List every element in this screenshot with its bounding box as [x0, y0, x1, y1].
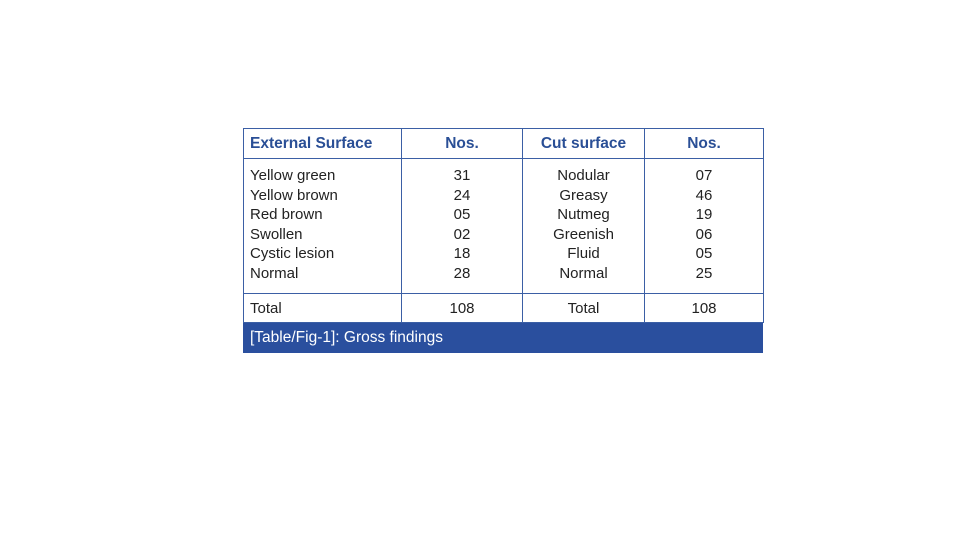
header-cut-nos: Nos.	[645, 129, 764, 159]
cut-nos-value: 46	[695, 186, 713, 204]
external-surface-column	[244, 159, 402, 294]
gross-findings-table-container	[243, 128, 763, 353]
cut-nos-column	[645, 159, 764, 294]
cut-nos-value: 07	[695, 167, 713, 184]
external-nos-value: 24	[453, 186, 471, 204]
external-surface-item: Yellow brown	[250, 186, 338, 204]
header-row	[244, 129, 764, 159]
header-external-nos: Nos.	[402, 129, 523, 159]
external-nos-value: 05	[453, 206, 471, 224]
cut-nos-value: 19	[695, 206, 713, 224]
total-label-cut: Total	[523, 294, 645, 323]
cut-nos-value: 06	[695, 225, 713, 243]
external-nos-value: 31	[453, 167, 471, 184]
external-surface-item: Swollen	[250, 225, 303, 243]
total-row	[244, 294, 764, 323]
cut-nos-value: 05	[695, 245, 713, 263]
cut-surface-item: Greasy	[559, 186, 608, 204]
cut-nos-value: 25	[695, 264, 713, 282]
external-surface-item: Normal	[250, 264, 299, 282]
total-value-external: 108	[402, 294, 523, 323]
body-row	[244, 159, 764, 294]
cut-surface-item: Normal	[559, 264, 608, 282]
table-caption: [Table/Fig-1]: Gross findings	[243, 323, 763, 353]
cut-surface-column	[523, 159, 645, 294]
external-nos-value: 02	[453, 225, 471, 243]
external-nos-column	[402, 159, 523, 294]
external-nos-value: 18	[453, 245, 471, 263]
cut-surface-item: Fluid	[567, 245, 600, 263]
external-nos-value: 28	[453, 264, 471, 282]
cut-surface-item: Greenish	[553, 225, 614, 243]
cut-surface-item: Nodular	[557, 167, 610, 184]
external-surface-item: Red brown	[250, 206, 323, 224]
cut-surface-item: Nutmeg	[557, 206, 610, 224]
total-value-cut: 108	[645, 294, 764, 323]
gross-findings-table	[243, 128, 764, 323]
total-label-external: Total	[244, 294, 402, 323]
external-surface-item: Yellow green	[250, 167, 336, 184]
header-cut-surface: Cut surface	[523, 129, 645, 159]
external-surface-item: Cystic lesion	[250, 245, 335, 263]
header-external-surface: External Surface	[244, 129, 402, 159]
